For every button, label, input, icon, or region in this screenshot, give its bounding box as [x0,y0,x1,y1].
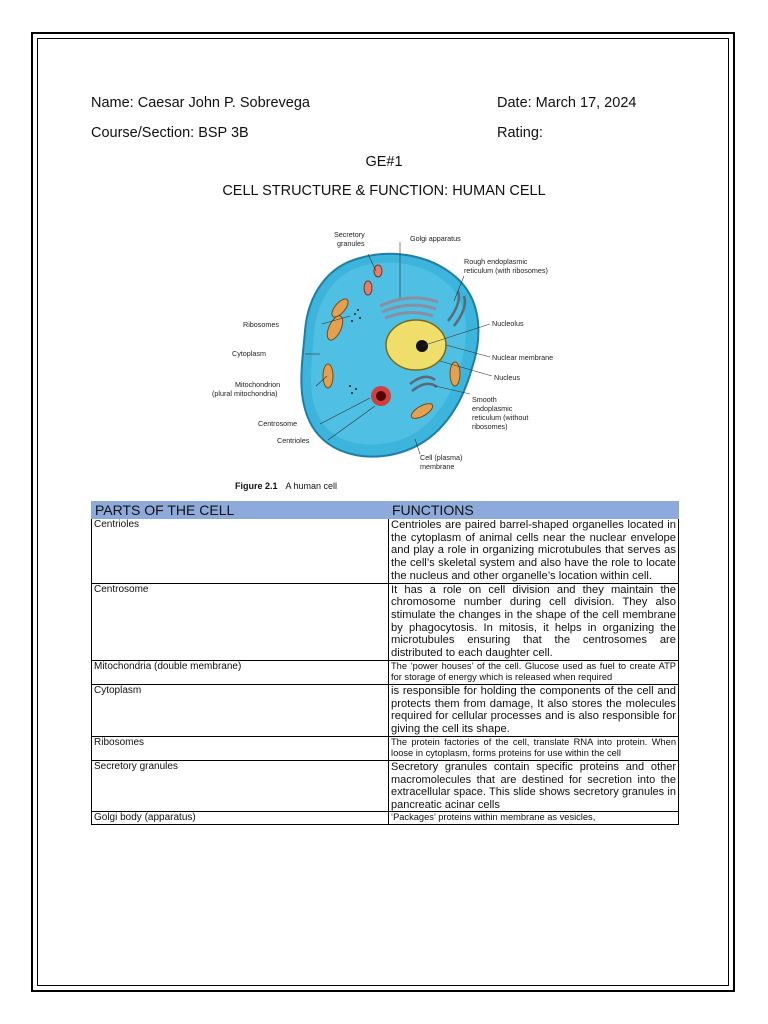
table-header-row [92,502,679,519]
part-name: Golgi body (apparatus) [92,812,389,825]
student-name: Name: Caesar John P. Sobrevega [91,95,310,111]
label-golgi: Golgi apparatus [410,234,461,243]
cell-parts-table [91,501,679,825]
svg-text:(plural mitochondria): (plural mitochondria) [212,389,278,398]
header-parts: PARTS OF THE CELL [92,502,389,519]
part-function: is responsible for holding the components of the cell and protects them from damage, It also stores the molecules required for cellular processes and is also responsible for giving the cell its shape. [389,684,679,736]
course-section: Course/Section: BSP 3B [91,125,249,141]
svg-text:ribosomes): ribosomes) [472,422,508,431]
part-function: Centrioles are paired barrel-shaped organelles located in the cytoplasm of animal cells near the nuclear envelope and play a role in organizing microtubules that serves as the cell’s skeletal system and also have the role to locate the nucleus and other organelle’s location within cell. [389,519,679,584]
header-functions: FUNCTIONS [389,502,679,519]
table-row [92,519,679,584]
part-name: Cytoplasm [92,684,389,736]
label-nucleolus: Nucleolus [492,319,524,328]
human-cell-diagram [210,226,590,476]
table-row [92,760,679,811]
svg-text:membrane: membrane [420,462,455,471]
page-title: CELL STRUCTURE & FUNCTION: HUMAN CELL [222,183,546,199]
part-function: ‘Packages’ proteins within membrane as vesicles, [389,812,679,825]
label-ribosomes: Ribosomes [243,320,279,329]
date: Date: March 17, 2024 [497,95,637,111]
activity-code: GE#1 [365,154,403,170]
part-name: Centrosome [92,583,389,660]
part-name: Ribosomes [92,736,389,760]
rating: Rating: [497,125,543,141]
label-rough-er: Rough endoplasmic [464,257,528,266]
table-row [92,583,679,660]
part-function: It has a role on cell division and they maintain the chromosome number during cell division. They also stimulate the changes in the shape of the cell membrane by phagocytosis. In mitosis, it helps in organizing the microtubules ensuring that the centrosomes are distributed to each daughter cell. [389,583,679,660]
part-name: Mitochondria (double membrane) [92,660,389,684]
part-name: Secretory granules [92,760,389,811]
label-centrioles: Centrioles [277,436,310,445]
part-function: The protein factories of the cell, translate RNA into protein. When loose in cytoplasm, forms proteins for use within the cell [389,736,679,760]
part-function: The ‘power houses’ of the cell. Glucose used as fuel to create ATP for storage of energy which is released when required [389,660,679,684]
label-mitochondrion: Mitochondrion [235,380,281,389]
label-secretory: Secretory [334,230,365,239]
label-nuclear-membrane: Nuclear membrane [492,353,554,362]
figure-caption: Figure 2.1 A human cell [235,481,338,491]
table-row [92,736,679,760]
svg-text:reticulum (with ribosomes): reticulum (with ribosomes) [464,266,548,275]
part-function: Secretory granules contain specific proteins and other macromolecules that are destined for secretion into the extracellular space. This slide shows secretory granules in pancreatic acinar cells [389,760,679,811]
part-name: Centrioles [92,519,389,584]
svg-text:granules: granules [337,239,365,248]
label-centrosome: Centrosome [258,419,298,428]
svg-text:reticulum (without: reticulum (without [472,413,529,422]
label-nucleus: Nucleus [494,373,520,382]
label-smooth-er: Smooth [472,395,497,404]
table-row [92,660,679,684]
label-cell-membrane: Cell (plasma) [420,453,463,462]
table-row [92,684,679,736]
label-cytoplasm: Cytoplasm [232,349,266,358]
svg-text:endoplasmic: endoplasmic [472,404,513,413]
table-row [92,812,679,825]
